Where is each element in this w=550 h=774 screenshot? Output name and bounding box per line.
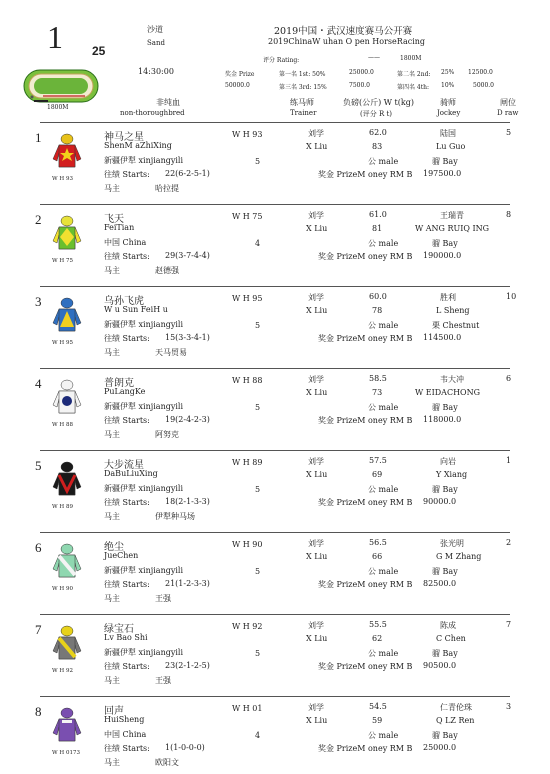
- jockey-en: G M Zhang: [436, 552, 482, 561]
- horse-code: W H 89: [232, 458, 263, 467]
- horse-origin: 新疆伊犁 xinjiangyili: [104, 156, 184, 165]
- prize-money: 25000.0: [423, 743, 457, 752]
- weight-kg: 61.0: [369, 210, 387, 219]
- race-subnumber: 25: [92, 44, 106, 58]
- owner-label: 马主: [104, 430, 120, 439]
- jockey-en: L Sheng: [436, 306, 470, 315]
- starts-label: 往绩 Starts:: [104, 252, 150, 261]
- row-divider: [40, 532, 510, 533]
- third-prize-label: 第三名 3rd: 15%: [279, 84, 327, 91]
- starts-record: 1(1-0-0-0): [165, 743, 205, 752]
- owner-name: 王强: [155, 594, 171, 603]
- starts-record: 29(3-7-4-4): [165, 251, 210, 260]
- rating: 66: [372, 552, 383, 561]
- horse-name-en: HuiSheng: [104, 715, 145, 724]
- breed-cn: 非纯血: [156, 98, 180, 107]
- horse-color: 骝 Bay: [432, 485, 458, 494]
- entry-number: 6: [35, 540, 42, 555]
- draw-number: 5: [506, 128, 512, 137]
- entry-number: 2: [35, 212, 42, 227]
- horse-color: 栗 Chestnut: [432, 321, 480, 330]
- silk-code: W H 92: [52, 668, 73, 674]
- horse-age: 5: [255, 567, 261, 576]
- silk-code: W H 89: [52, 504, 73, 510]
- starts-record: 22(6-2-5-1): [165, 169, 210, 178]
- prize-money: 90000.0: [423, 497, 457, 506]
- col-jockey-en: Jockey: [437, 109, 461, 117]
- row-divider: [40, 204, 510, 205]
- row-divider: [40, 614, 510, 615]
- prize-money-label: 奖金 PrizeM oney RM B: [318, 580, 413, 589]
- silk-code: W H 88: [52, 422, 73, 428]
- jockey-cn: 张光明: [440, 539, 464, 548]
- horse-code: W H 88: [232, 376, 263, 385]
- jockey-silks-icon: [50, 625, 84, 665]
- prize-money-label: 奖金 PrizeM oney RM B: [318, 662, 413, 671]
- prize-money: 197500.0: [423, 169, 462, 178]
- silk-code: W H 90: [52, 586, 73, 592]
- silk-code: W H 0173: [52, 750, 80, 756]
- starts-record: 19(2-4-2-3): [165, 415, 210, 424]
- owner-name: 伊犁种马场: [155, 512, 195, 521]
- col-jockey-cn: 骑师: [440, 98, 456, 107]
- rating-value: ——: [368, 54, 380, 61]
- horse-sex: 公 male: [368, 567, 399, 576]
- starts-record: 21(1-2-3-3): [165, 579, 210, 588]
- prize-value: 50000.0: [225, 82, 250, 89]
- jockey-cn: 向岩: [440, 457, 456, 466]
- col-trainer-en: Trainer: [290, 109, 317, 117]
- trainer-en: X Liu: [306, 224, 328, 233]
- trainer-cn: 刘学: [308, 211, 324, 220]
- horse-name-en: Lv Bao Shi: [104, 633, 148, 642]
- horse-sex: 公 male: [368, 157, 399, 166]
- starts-record: 23(2-1-2-5): [165, 661, 210, 670]
- prize-money: 82500.0: [423, 579, 457, 588]
- col-trainer-cn: 练马师: [290, 98, 314, 107]
- horse-code: W H 01: [232, 704, 263, 713]
- prize-money-label: 奖金 PrizeM oney RM B: [318, 416, 413, 425]
- distance-marker: [34, 100, 48, 102]
- race-time: 14:30:00: [138, 67, 174, 76]
- trainer-en: X Liu: [306, 552, 328, 561]
- col-rating: (评分 R t): [360, 110, 392, 118]
- prize-money: 114500.0: [423, 333, 462, 342]
- starts-label: 往绩 Starts:: [104, 170, 150, 179]
- owner-label: 马主: [104, 266, 120, 275]
- entry-number: 1: [35, 130, 42, 145]
- horse-name-en: JueChen: [104, 551, 139, 560]
- horse-age: 5: [255, 157, 261, 166]
- horse-color: 骝 Bay: [432, 649, 458, 658]
- rating: 69: [372, 470, 383, 479]
- starts-label: 往绩 Starts:: [104, 580, 150, 589]
- owner-label: 马主: [104, 676, 120, 685]
- row-divider: [40, 286, 510, 287]
- draw-number: 3: [506, 702, 512, 711]
- horse-origin: 新疆伊犁 xinjiangyili: [104, 402, 184, 411]
- horse-sex: 公 male: [368, 485, 399, 494]
- surface-cn: 沙道: [147, 25, 163, 34]
- owner-label: 马主: [104, 594, 120, 603]
- owner-name: 哈拉提: [155, 184, 179, 193]
- horse-name-en: ShenM aZhiXing: [104, 141, 172, 150]
- horse-age: 5: [255, 403, 261, 412]
- trainer-cn: 刘学: [308, 621, 324, 630]
- trainer-en: X Liu: [306, 470, 328, 479]
- jockey-en: Lu Guo: [436, 142, 466, 151]
- horse-code: W H 75: [232, 212, 263, 221]
- rating: 78: [372, 306, 383, 315]
- owner-label: 马主: [104, 512, 120, 521]
- horse-code: W H 92: [232, 622, 263, 631]
- first-prize-value: 25000.0: [349, 69, 374, 76]
- trainer-en: X Liu: [306, 388, 328, 397]
- horse-age: 4: [255, 239, 261, 248]
- weight-kg: 55.5: [369, 620, 387, 629]
- rating-label: 评分 Rating:: [263, 57, 300, 64]
- jockey-en: Q LZ Ren: [436, 716, 475, 725]
- silk-code: W H 95: [52, 340, 73, 346]
- starts-record: 18(2-1-3-3): [165, 497, 210, 506]
- draw-number: 10: [506, 292, 517, 301]
- weight-kg: 57.5: [369, 456, 387, 465]
- horse-origin: 新疆伊犁 xinjiangyili: [104, 648, 184, 657]
- jockey-cn: 胜利: [440, 293, 456, 302]
- horse-color: 骝 Bay: [432, 239, 458, 248]
- jockey-cn: 陆国: [440, 129, 456, 138]
- weight-kg: 58.5: [369, 374, 387, 383]
- starts-label: 往绩 Starts:: [104, 744, 150, 753]
- owner-name: 欧阳文: [155, 758, 179, 767]
- trainer-cn: 刘学: [308, 293, 324, 302]
- row-divider: [40, 450, 510, 451]
- col-draw-en: D raw: [497, 109, 519, 117]
- surface-en: Sand: [147, 39, 165, 47]
- trainer-en: X Liu: [306, 142, 328, 151]
- horse-code: W H 90: [232, 540, 263, 549]
- prize-money-label: 奖金 PrizeM oney RM B: [318, 252, 413, 261]
- horse-color: 骝 Bay: [432, 403, 458, 412]
- horse-name-cn: 大步流星: [104, 460, 144, 471]
- owner-label: 马主: [104, 758, 120, 767]
- silk-code: W H 75: [52, 258, 73, 264]
- horse-name-en: PuLangKe: [104, 387, 146, 396]
- entry-number: 5: [35, 458, 42, 473]
- horse-origin: 新疆伊犁 xinjiangyili: [104, 320, 184, 329]
- jockey-cn: 王瑞青: [440, 211, 464, 220]
- horse-name-cn: 乌孙飞虎: [104, 296, 144, 307]
- prize-money-label: 奖金 PrizeM oney RM B: [318, 334, 413, 343]
- col-weight: 负磅(公斤) W t(kg): [343, 98, 414, 107]
- second-prize-label: 第二名 2nd:: [397, 71, 431, 78]
- owner-name: 赵德强: [155, 266, 179, 275]
- horse-origin: 新疆伊犁 xinjiangyili: [104, 566, 184, 575]
- horse-sex: 公 male: [368, 239, 399, 248]
- horse-name-en: FeiTian: [104, 223, 135, 232]
- entry-number: 3: [35, 294, 42, 309]
- horse-age: 5: [255, 649, 261, 658]
- jockey-cn: 韦大冲: [440, 375, 464, 384]
- horse-origin: 中国 China: [104, 238, 147, 247]
- weight-kg: 60.0: [369, 292, 387, 301]
- starts-label: 往绩 Starts:: [104, 662, 150, 671]
- horse-name-cn: 飞天: [104, 214, 124, 225]
- horse-sex: 公 male: [368, 649, 399, 658]
- fourth-prize-pct: 10%: [441, 82, 455, 89]
- draw-number: 7: [506, 620, 512, 629]
- horse-name-cn: 回声: [104, 706, 124, 717]
- weight-kg: 56.5: [369, 538, 387, 547]
- draw-number: 1: [506, 456, 512, 465]
- row-divider: [40, 696, 510, 697]
- horse-code: W H 95: [232, 294, 263, 303]
- starts-record: 15(3-3-4-1): [165, 333, 210, 342]
- third-prize-value: 7500.0: [349, 82, 370, 89]
- horse-age: 4: [255, 731, 261, 740]
- owner-name: 天马贸易: [155, 348, 187, 357]
- trainer-cn: 刘学: [308, 129, 324, 138]
- horse-code: W H 93: [232, 130, 263, 139]
- col-draw-cn: 闸位: [500, 98, 516, 107]
- prize-money-label: 奖金 PrizeM oney RM B: [318, 744, 413, 753]
- entry-number: 7: [35, 622, 42, 637]
- jockey-silks-icon: [50, 379, 84, 419]
- horse-name-cn: 绿宝石: [104, 624, 134, 635]
- map-distance: 1800M: [47, 104, 69, 111]
- breed-en: non-thoroughbred: [120, 109, 185, 117]
- jockey-en: W ANG RUIQ ING: [415, 224, 490, 233]
- rating: 73: [372, 388, 383, 397]
- second-prize-value: 12500.0: [468, 69, 493, 76]
- owner-name: 阿努克: [155, 430, 179, 439]
- jockey-en: W EIDACHONG: [415, 388, 481, 397]
- jockey-silks-icon: [50, 543, 84, 583]
- rating: 81: [372, 224, 383, 233]
- prize-money-label: 奖金 PrizeM oney RM B: [318, 498, 413, 507]
- trainer-cn: 刘学: [308, 703, 324, 712]
- jockey-cn: 陈成: [440, 621, 456, 630]
- header-divider: [40, 122, 510, 123]
- jockey-silks-icon: [50, 215, 84, 255]
- trainer-en: X Liu: [306, 306, 328, 315]
- track-map: [23, 69, 99, 109]
- owner-name: 王强: [155, 676, 171, 685]
- row-divider: [40, 368, 510, 369]
- prize-label: 奖金 Prize: [225, 71, 255, 78]
- trainer-en: X Liu: [306, 634, 328, 643]
- jockey-en: C Chen: [436, 634, 466, 643]
- jockey-silks-icon: [50, 133, 84, 173]
- entry-number: 4: [35, 376, 42, 391]
- horse-age: 5: [255, 485, 261, 494]
- horse-sex: 公 male: [368, 321, 399, 330]
- horse-origin: 中国 China: [104, 730, 147, 739]
- prize-money: 90500.0: [423, 661, 457, 670]
- horse-name-en: DaBuLiuXing: [104, 469, 158, 478]
- horse-name-cn: 绝尘: [104, 542, 124, 553]
- rating: 59: [372, 716, 383, 725]
- trainer-cn: 刘学: [308, 539, 324, 548]
- horse-name-cn: 神马之星: [104, 132, 144, 143]
- rating: 62: [372, 634, 383, 643]
- horse-name-cn: 普朗克: [104, 378, 134, 389]
- horse-sex: 公 male: [368, 731, 399, 740]
- first-prize-label: 第一名 1st: 50%: [279, 71, 326, 78]
- prize-money-label: 奖金 PrizeM oney RM B: [318, 170, 413, 179]
- weight-kg: 62.0: [369, 128, 387, 137]
- owner-label: 马主: [104, 184, 120, 193]
- jockey-en: Y Xiang: [436, 470, 468, 479]
- race-title-en: 2019ChinaW uhan O pen HorseRacing: [268, 37, 426, 46]
- draw-number: 6: [506, 374, 512, 383]
- horse-sex: 公 male: [368, 403, 399, 412]
- jockey-silks-icon: [50, 461, 84, 501]
- race-title-cn: 2019中国・武汉速度赛马公开赛: [274, 26, 413, 37]
- trainer-en: X Liu: [306, 716, 328, 725]
- draw-number: 8: [506, 210, 512, 219]
- horse-origin: 新疆伊犁 xinjiangyili: [104, 484, 184, 493]
- jockey-silks-icon: [50, 707, 84, 747]
- silk-code: W H 93: [52, 176, 73, 182]
- entry-number: 8: [35, 704, 42, 719]
- trainer-cn: 刘学: [308, 375, 324, 384]
- horse-name-en: W u Sun FeiH u: [104, 305, 168, 314]
- starts-label: 往绩 Starts:: [104, 416, 150, 425]
- horse-age: 5: [255, 321, 261, 330]
- weight-kg: 54.5: [369, 702, 387, 711]
- jockey-silks-icon: [50, 297, 84, 337]
- rating: 83: [372, 142, 383, 151]
- horse-color: 骝 Bay: [432, 157, 458, 166]
- prize-money: 118000.0: [423, 415, 462, 424]
- race-number: 1: [47, 19, 63, 55]
- horse-color: 骝 Bay: [432, 731, 458, 740]
- starts-label: 往绩 Starts:: [104, 498, 150, 507]
- fourth-prize-value: 5000.0: [473, 82, 494, 89]
- draw-number: 2: [506, 538, 512, 547]
- second-prize-pct: 25%: [441, 69, 455, 76]
- jockey-cn: 仁青伦珠: [440, 703, 472, 712]
- starts-label: 往绩 Starts:: [104, 334, 150, 343]
- horse-color: 骝 Bay: [432, 567, 458, 576]
- distance-label: 1800M: [400, 55, 422, 62]
- fourth-prize-label: 第四名 4th:: [397, 84, 430, 91]
- trainer-cn: 刘学: [308, 457, 324, 466]
- prize-money: 190000.0: [423, 251, 462, 260]
- owner-label: 马主: [104, 348, 120, 357]
